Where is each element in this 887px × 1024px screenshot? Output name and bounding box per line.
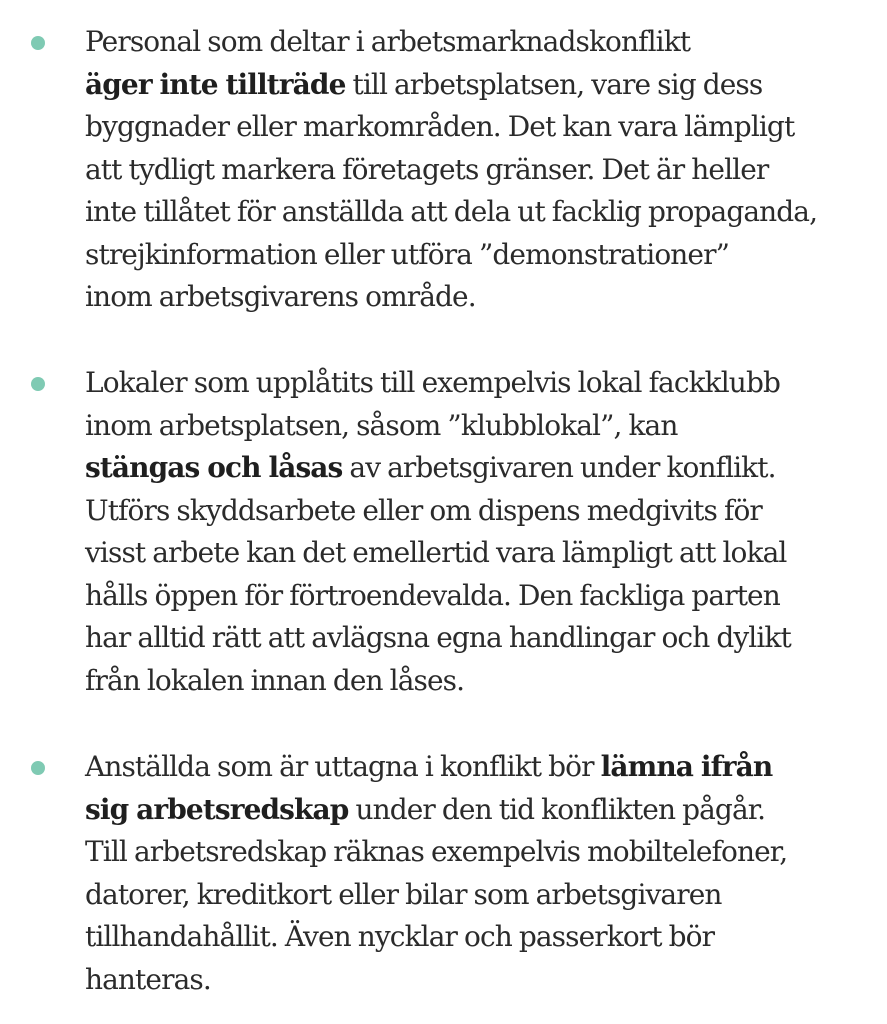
body-text: under den tid konflikten pågår. [348, 792, 766, 826]
text-line [85, 490, 867, 533]
text-line [85, 447, 867, 490]
body-text: inte tillåtet för anställda att dela ut facklig propaganda, [85, 195, 818, 228]
body-text: från lokalen innan den låses. [85, 663, 465, 697]
bullet-dot-icon [31, 377, 45, 391]
emphasis-text: stängas och låsas [85, 451, 343, 484]
text-line [85, 575, 867, 618]
bullet-dot-icon [31, 36, 45, 50]
body-text: Till arbetsredskap räknas exempelvis mobiltelefoner, [85, 835, 788, 868]
list-item [0, 21, 887, 319]
text-line [85, 64, 867, 107]
body-text: visst arbete kan det emellertid vara lämpligt att lokal [85, 536, 787, 569]
list-item [0, 746, 887, 1001]
text-line [85, 191, 867, 234]
body-text: har alltid rätt att avlägsna egna handlingar och dylikt [85, 621, 791, 654]
text-line [85, 234, 867, 277]
body-text: att tydligt markera företagets gränser. Det är heller [85, 152, 769, 186]
list-item-text [85, 746, 867, 1001]
emphasis-text: äger inte tillträde [85, 67, 346, 101]
body-text: hålls öppen för förtroendevalda. Den fackliga parten [85, 578, 780, 612]
body-text: till arbetsplatsen, vare sig dess [345, 67, 763, 101]
text-line [85, 532, 867, 575]
text-line [85, 874, 867, 917]
text-line [85, 276, 867, 319]
body-text: tillhandahållit. Även nycklar och passerkort bör [85, 920, 715, 953]
emphasis-text: lämna ifrån [600, 750, 773, 783]
text-line [85, 660, 867, 703]
text-line [85, 789, 867, 832]
body-text: byggnader eller markområden. Det kan vara lämpligt [85, 110, 795, 143]
list-item-text [85, 362, 867, 702]
emphasis-text: sig arbetsredskap [85, 792, 349, 826]
text-line [85, 149, 867, 192]
body-text: inom arbetsplatsen, såsom ”klubblokal”, kan [85, 408, 678, 442]
text-line [85, 959, 867, 1002]
text-line [85, 21, 867, 64]
body-text: Lokaler som upplåtits till exempelvis lokal fackklubb [85, 366, 780, 399]
text-line [85, 106, 867, 149]
text-line [85, 362, 867, 405]
text-line [85, 831, 867, 874]
body-text: Personal som deltar i arbetsmarknadskonflikt [85, 25, 691, 58]
body-text: hanteras. [85, 962, 211, 996]
text-line [85, 617, 867, 660]
body-text: av arbetsgivaren under konflikt. [342, 451, 776, 484]
text-line [85, 916, 867, 959]
body-text: datorer, kreditkort eller bilar som arbetsgivaren [85, 877, 722, 911]
body-text: strejkinformation eller utföra ”demonstrationer” [85, 237, 729, 271]
list-item [0, 362, 887, 702]
bullet-dot-icon [31, 761, 45, 775]
text-line [85, 746, 867, 789]
body-text: Anställda som är uttagna i konflikt bör [85, 750, 601, 783]
list-item-text [85, 21, 867, 319]
text-line [85, 405, 867, 448]
body-text: inom arbetsgivarens område. [85, 280, 476, 313]
body-text: Utförs skyddsarbete eller om dispens medgivits för [85, 493, 762, 527]
